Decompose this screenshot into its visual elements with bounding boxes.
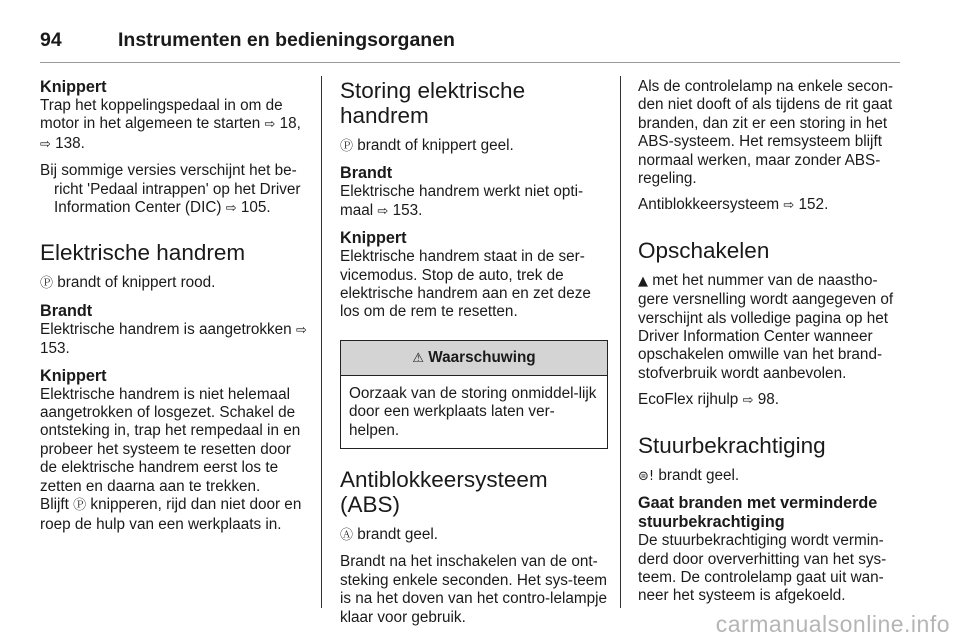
brake-fault-icon: Ⓟ (340, 139, 354, 154)
paragraph: Ⓐ brandt geel. (340, 526, 439, 544)
paragraph: Ⓟ brandt of knippert geel. (340, 137, 514, 154)
column-2 (340, 78, 608, 635)
page-header (40, 20, 920, 60)
heading-elektrische-handrem: Elektrische handrem (40, 240, 246, 266)
subheading-brandt: Brandt (340, 164, 393, 183)
subheading-knippert: Knippert (340, 229, 407, 248)
paragraph: Bij sommige versies verschijnt het be-richt 'Pedaal intrappen' op het Driver Information Center (DIC) ⇨ 105. (40, 162, 301, 217)
subheading-knippert: Knippert (40, 366, 107, 385)
subheading-brandt: Brandt (40, 301, 93, 320)
parking-brake-icon: Ⓟ (73, 498, 87, 514)
ref-arrow-icon: ⇨ (225, 201, 237, 217)
page-number: 94 (40, 28, 62, 51)
heading-storing: Storing elektrische handrem (340, 78, 526, 128)
warning-text: Oorzaak van de storing onmiddel-lijk door een werkplaats laten ver-helpen. (349, 384, 597, 439)
warning-box (340, 340, 608, 449)
paragraph: Elektrische handrem staat in de ser-vicemodus. Stop de auto, trek de elektrische handrem aan en zet deze los om de rem te resetten. (340, 248, 591, 321)
column-3 (638, 78, 904, 614)
page-title: Instrumenten en bedieningsorganen (118, 28, 455, 51)
paragraph: Ⓟ brandt of knippert rood. (40, 274, 216, 292)
paragraph: Blijft Ⓟ knipperen, rijd dan niet door en roep de hulp van een werkplaats in. (40, 496, 302, 533)
upshift-icon: ▲ (638, 273, 648, 289)
paragraph: Brandt na het inschakelen van de ont-steking enkele seconden. Het sys-teem is na het doven van het contro-lelampje klaar voor gebruik. (340, 553, 608, 626)
paragraph: ▲ met het nummer van de naastho-gere versnelling wordt aangegeven of verschijnt als volledige pagina op het Driver Information Center wanneer opschakelen omwille van het brand-stofverbruik wordt aanbevolen. (638, 271, 894, 382)
subheading-knippert: Knippert (40, 78, 107, 96)
paragraph: Antiblokkeersysteem ⇨ 152. (638, 196, 829, 214)
ref-arrow-icon: ⇨ (783, 198, 795, 214)
warning-header: ⚠ Waarschuwing (341, 341, 607, 376)
paragraph: ⊜! brandt geel. (638, 466, 740, 484)
ref-arrow-icon: ⇨ (40, 136, 51, 152)
steering-warning-icon: ⊜! (638, 468, 655, 484)
paragraph: Als de controlelamp na enkele secon-den niet dooft of als tijdens de rit gaat branden, dan zit er een storing in het ABS-systeem. Het remsysteem blijft normaal werken, maar zonder ABS-regeling. (638, 78, 894, 188)
column-divider (321, 76, 322, 608)
paragraph: Elektrische handrem is aangetrokken ⇨ 153. (40, 320, 307, 358)
parking-brake-icon: Ⓟ (40, 276, 54, 292)
heading-stuurbekrachtiging: Stuurbekrachtiging (638, 432, 826, 458)
paragraph: Elektrische handrem werkt niet opti-maal ⇨ 153. (340, 183, 584, 219)
watermark: carmanualsonline.info (715, 611, 950, 637)
heading-abs: Antiblokkeersysteem (ABS) (340, 467, 548, 518)
heading-opschakelen: Opschakelen (638, 237, 770, 263)
header-rule (40, 62, 900, 63)
paragraph: EcoFlex rijhulp ⇨ 98. (638, 391, 779, 409)
ref-arrow-icon: ⇨ (264, 117, 276, 133)
subheading-gaat-branden: Gaat branden met verminderde stuurbekrachtiging (638, 494, 878, 532)
paragraph: Trap het koppelingspedaal in om de motor in het algemeen te starten ⇨ 18, ⇨ 138. (40, 97, 301, 152)
ref-arrow-icon: ⇨ (377, 203, 389, 219)
paragraph: Elektrische handrem is niet helemaal aangetrokken of losgezet. Schakel de ontsteking in, trap het rempedaal in en probeer het systeem te resetten door de elektrische handrem eerst los te zetten en daarna aan te trekken. (40, 385, 301, 495)
ref-arrow-icon: ⇨ (295, 322, 307, 338)
abs-icon: Ⓐ (340, 528, 354, 544)
warning-triangle-icon: ⚠ (412, 350, 424, 366)
column-divider (620, 76, 621, 608)
ref-arrow-icon: ⇨ (742, 393, 754, 409)
paragraph: De stuurbekrachtiging wordt vermin-derd door oververhitting van het sys-teem. De controlelamp gaat uit wan-neer het systeem is afgekoeld. (638, 532, 887, 605)
column-1 (40, 78, 308, 542)
